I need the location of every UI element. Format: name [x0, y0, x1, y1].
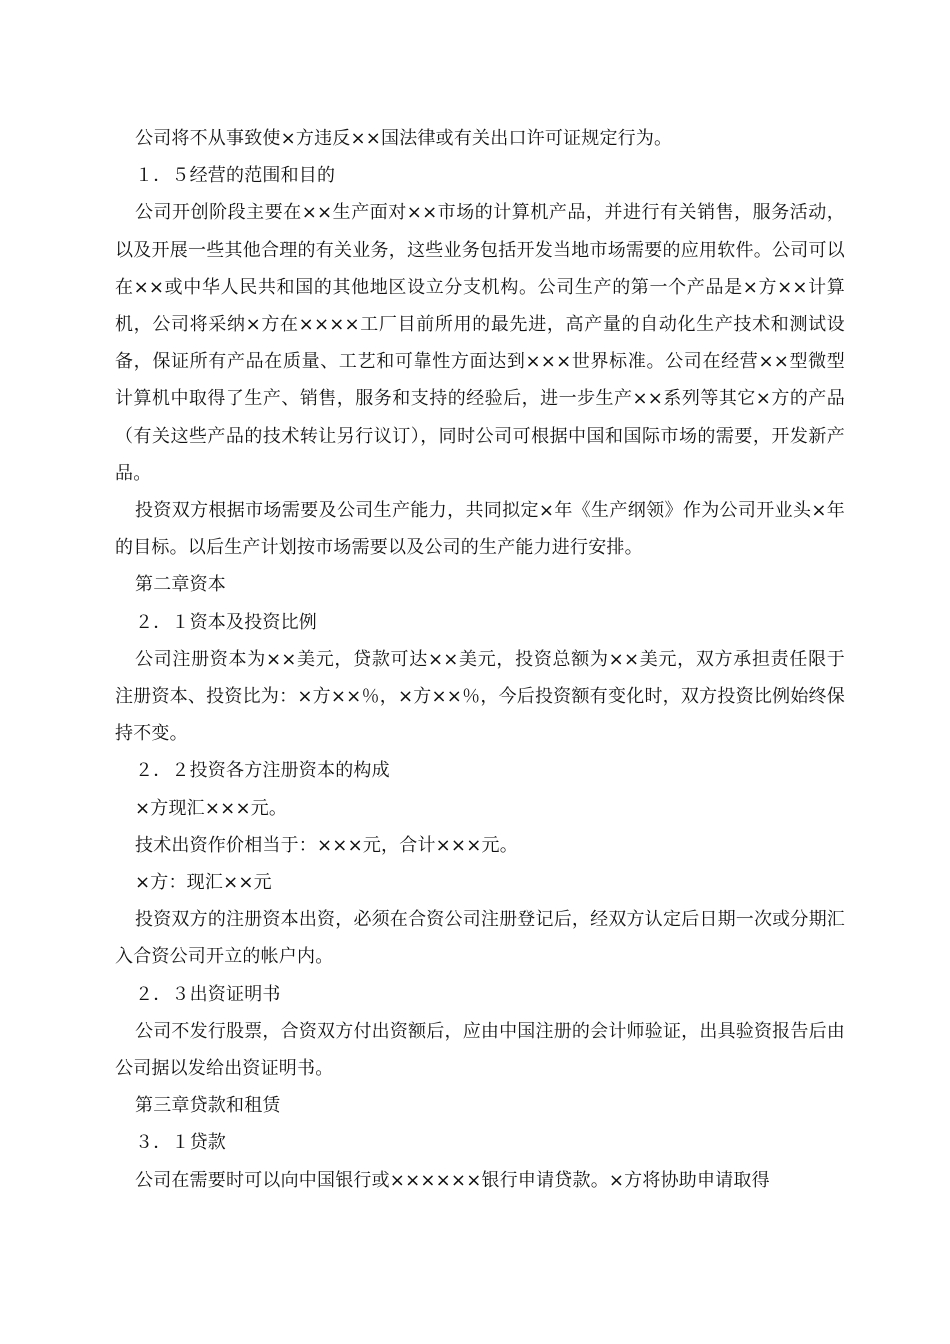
section-heading-2-3: ２．３出资证明书 — [135, 983, 281, 1005]
paragraph-capital-certificate: 公司不发行股票，合资双方付出资额后，应由中国注册的会计师验证，出具验资报告后由公司据以发给出资证明书。 — [115, 1020, 845, 1080]
paragraph-loans: 公司在需要时可以向中国银行或××××××银行申请贷款。×方将协助申请取得 — [135, 1169, 770, 1191]
paragraph-other-party-cash: ×方：现汇××元 — [135, 872, 272, 894]
paragraph-cash-contribution: ×方现汇×××元。 — [135, 797, 288, 819]
chapter-heading-loans-leasing: 第三章贷款和租赁 — [135, 1095, 281, 1117]
paragraph-technology-contribution: 技术出资作价相当于：×××元，合计×××元。 — [135, 834, 518, 856]
paragraph-production-program: 投资双方根据市场需要及公司生产能力，共同拟定×年《生产纲领》作为公司开业头×年的目标。以后生产计划按市场需要以及公司的生产能力进行安排。 — [115, 500, 845, 559]
chapter-heading-capital: 第二章资本 — [135, 574, 226, 596]
section-heading-1-5: １．５经营的范围和目的 — [135, 165, 336, 187]
document-body — [115, 120, 845, 1199]
section-heading-2-1: ２．１资本及投资比例 — [135, 611, 317, 633]
paragraph-capital-remittance: 投资双方的注册资本出资，必须在合资公司注册登记后，经双方认定后日期一次或分期汇入合资公司开立的帐户内。 — [115, 909, 845, 968]
paragraph-business-scope: 公司开创阶段主要在××生产面对××市场的计算机产品，并进行有关销售，服务活动，以及开展一些其他合理的有关业务，这些业务包括开发当地市场需要的应用软件。公司可以在××或中华人民共和国的其他地区设立分支机构。公司生产的第一个产品是×方××计算机，公司将采纳×方在××××工厂目前所用的最先进，高产量的自动化生产技术和测试设备，保证所有产品在质量、工艺和可靠性方面达到×××世界标准。公司在经营××型微型计算机中取得了生产、销售，服务和支持的经验后，进一步生产××系列等其它×方的产品（有关这些产品的技术转让另行议订），同时公司可根据中国和国际市场的需要，开发新产品。 — [115, 202, 845, 484]
section-heading-3-1: ３．１贷款 — [135, 1132, 226, 1154]
paragraph-export-compliance: 公司将不从事致使×方违反××国法律或有关出口许可证规定行为。 — [135, 128, 673, 149]
section-heading-2-2: ２．２投资各方注册资本的构成 — [135, 760, 390, 782]
paragraph-registered-capital: 公司注册资本为××美元，贷款可达××美元，投资总额为××美元，双方承担责任限于注册资本、投资比为：×方××％，×方××％，今后投资额有变化时，双方投资比例始终保持不变。 — [115, 648, 845, 745]
